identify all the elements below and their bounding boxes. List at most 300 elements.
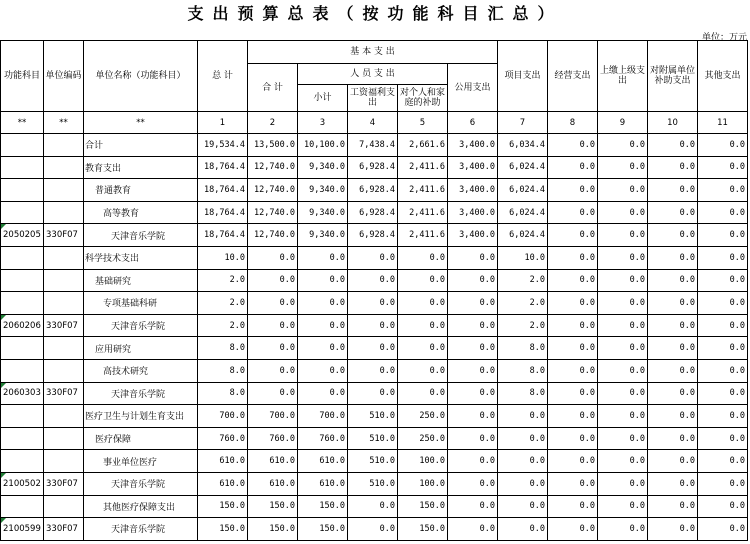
value-cell: 2,411.6: [398, 179, 448, 202]
marker-cell: 7: [498, 112, 548, 134]
value-cell: 0.0: [248, 292, 298, 315]
value-cell: 0.0: [648, 450, 698, 473]
func-code-cell: [1, 156, 44, 179]
value-cell: 610.0: [198, 450, 248, 473]
value-cell: 0.0: [248, 337, 298, 360]
unit-name-cell: 天津音乐学院: [84, 382, 198, 405]
value-cell: 6,928.4: [348, 179, 398, 202]
marker-cell: 8: [548, 112, 598, 134]
value-cell: 3,400.0: [448, 179, 498, 202]
value-cell: 0.0: [648, 179, 698, 202]
value-cell: 150.0: [398, 518, 448, 541]
value-cell: 0.0: [298, 314, 348, 337]
value-cell: 2,661.6: [398, 134, 448, 157]
value-cell: 0.0: [698, 314, 748, 337]
value-cell: 0.0: [298, 269, 348, 292]
value-cell: 250.0: [398, 405, 448, 428]
table-row: [1, 246, 748, 269]
value-cell: 10,100.0: [298, 134, 348, 157]
value-cell: 8.0: [498, 337, 548, 360]
table-row: [1, 382, 748, 405]
value-cell: 0.0: [448, 269, 498, 292]
table-row: [1, 427, 748, 450]
value-cell: 6,024.4: [498, 179, 548, 202]
table-row: [1, 495, 748, 518]
value-cell: 0.0: [348, 292, 398, 315]
unit-name-cell: 合计: [84, 134, 198, 157]
value-cell: 0.0: [548, 382, 598, 405]
value-cell: 0.0: [298, 359, 348, 382]
func-code-cell: [1, 292, 44, 315]
marker-cell: 10: [648, 112, 698, 134]
value-cell: 3,400.0: [448, 201, 498, 224]
value-cell: 7,438.4: [348, 134, 398, 157]
table-row: [1, 269, 748, 292]
budget-table: [0, 40, 748, 541]
func-code-cell: [1, 427, 44, 450]
func-code-cell: [1, 201, 44, 224]
value-cell: 0.0: [698, 201, 748, 224]
value-cell: 700.0: [248, 405, 298, 428]
value-cell: 0.0: [648, 156, 698, 179]
func-code-cell: 2060206: [1, 314, 44, 337]
unit-name-cell: 应用研究: [84, 337, 198, 360]
func-code-cell: 2100599: [1, 518, 44, 541]
value-cell: 19,534.4: [198, 134, 248, 157]
value-cell: 0.0: [448, 405, 498, 428]
marker-cell: 9: [598, 112, 648, 134]
value-cell: 0.0: [548, 224, 598, 247]
unit-code-cell: [44, 246, 84, 269]
unit-name-cell: 事业单位医疗: [84, 450, 198, 473]
header-unit-name: 单位名称（功能科目）: [84, 41, 198, 112]
value-cell: 2,411.6: [398, 201, 448, 224]
value-cell: 10.0: [198, 246, 248, 269]
marker-cell: **: [1, 112, 44, 134]
table-row: [1, 134, 748, 157]
value-cell: 6,024.4: [498, 156, 548, 179]
value-cell: 0.0: [698, 405, 748, 428]
value-cell: 2.0: [498, 269, 548, 292]
value-cell: 0.0: [398, 314, 448, 337]
value-cell: 0.0: [498, 472, 548, 495]
value-cell: 6,024.4: [498, 224, 548, 247]
value-cell: 0.0: [698, 337, 748, 360]
value-cell: 0.0: [598, 359, 648, 382]
value-cell: 150.0: [198, 495, 248, 518]
marker-cell: 3: [298, 112, 348, 134]
header-basic: 基 本 支 出: [248, 41, 498, 64]
value-cell: 0.0: [548, 156, 598, 179]
value-cell: 0.0: [648, 382, 698, 405]
marker-cell: 4: [348, 112, 398, 134]
table-row: [1, 472, 748, 495]
table-row: [1, 201, 748, 224]
value-cell: 12,740.0: [248, 179, 298, 202]
value-cell: 0.0: [598, 246, 648, 269]
func-code-cell: [1, 246, 44, 269]
value-cell: 610.0: [248, 450, 298, 473]
marker-cell: 2: [248, 112, 298, 134]
table-row: [1, 224, 748, 247]
value-cell: 18,764.4: [198, 201, 248, 224]
value-cell: 3,400.0: [448, 224, 498, 247]
value-cell: 0.0: [648, 292, 698, 315]
header-subsidiary: 对附属单位补助支出: [648, 41, 698, 112]
value-cell: 0.0: [548, 405, 598, 428]
value-cell: 0.0: [548, 269, 598, 292]
value-cell: 6,024.4: [498, 201, 548, 224]
value-cell: 0.0: [448, 450, 498, 473]
header-individual: 对个人和家庭的补助: [398, 85, 448, 112]
value-cell: 0.0: [648, 337, 698, 360]
header-basic-sum: 合 计: [248, 64, 298, 112]
header-upper: 上缴上级支出: [598, 41, 648, 112]
header-total: 总 计: [198, 41, 248, 112]
header-personnel: 人 员 支 出: [298, 64, 448, 85]
value-cell: 0.0: [348, 518, 398, 541]
value-cell: 0.0: [648, 224, 698, 247]
value-cell: 0.0: [448, 518, 498, 541]
value-cell: 8.0: [498, 382, 548, 405]
value-cell: 0.0: [698, 179, 748, 202]
column-marker-row: [1, 112, 748, 134]
value-cell: 0.0: [398, 292, 448, 315]
value-cell: 0.0: [448, 337, 498, 360]
value-cell: 2.0: [198, 314, 248, 337]
unit-name-cell: 天津音乐学院: [84, 224, 198, 247]
unit-code-cell: [44, 201, 84, 224]
value-cell: 0.0: [548, 292, 598, 315]
value-cell: 0.0: [598, 405, 648, 428]
value-cell: 0.0: [698, 472, 748, 495]
value-cell: 510.0: [348, 450, 398, 473]
unit-code-cell: [44, 405, 84, 428]
value-cell: 0.0: [248, 314, 298, 337]
func-code-cell: 2100502: [1, 472, 44, 495]
value-cell: 610.0: [248, 472, 298, 495]
value-cell: 18,764.4: [198, 224, 248, 247]
header-wages: 工资福利支出: [348, 85, 398, 112]
unit-name-cell: 科学技术支出: [84, 246, 198, 269]
func-code-cell: 2060303: [1, 382, 44, 405]
value-cell: 0.0: [598, 337, 648, 360]
table-row: [1, 156, 748, 179]
unit-name-cell: 医疗保障: [84, 427, 198, 450]
value-cell: 0.0: [348, 314, 398, 337]
value-cell: 2,411.6: [398, 224, 448, 247]
value-cell: 0.0: [648, 269, 698, 292]
value-cell: 8.0: [498, 359, 548, 382]
value-cell: 0.0: [598, 472, 648, 495]
value-cell: 0.0: [248, 246, 298, 269]
unit-code-cell: 330F07: [44, 472, 84, 495]
func-code-cell: [1, 179, 44, 202]
value-cell: 0.0: [698, 224, 748, 247]
func-code-cell: 2050205: [1, 224, 44, 247]
unit-code-cell: [44, 450, 84, 473]
unit-name-cell: 基础研究: [84, 269, 198, 292]
value-cell: 0.0: [698, 518, 748, 541]
value-cell: 0.0: [598, 427, 648, 450]
unit-name-cell: 天津音乐学院: [84, 472, 198, 495]
value-cell: 6,928.4: [348, 201, 398, 224]
value-cell: 0.0: [448, 246, 498, 269]
value-cell: 0.0: [398, 382, 448, 405]
value-cell: 0.0: [598, 495, 648, 518]
header-project: 项目支出: [498, 41, 548, 112]
value-cell: 0.0: [598, 382, 648, 405]
unit-code-cell: [44, 337, 84, 360]
value-cell: 0.0: [698, 246, 748, 269]
func-code-cell: [1, 450, 44, 473]
unit-name-cell: 其他医疗保障支出: [84, 495, 198, 518]
unit-code-cell: 330F07: [44, 518, 84, 541]
value-cell: 0.0: [598, 156, 648, 179]
table-row: [1, 314, 748, 337]
value-cell: 0.0: [248, 382, 298, 405]
value-cell: 610.0: [298, 472, 348, 495]
value-cell: 150.0: [398, 495, 448, 518]
value-cell: 13,500.0: [248, 134, 298, 157]
value-cell: 18,764.4: [198, 179, 248, 202]
unit-code-cell: [44, 495, 84, 518]
value-cell: 0.0: [398, 246, 448, 269]
unit-name-cell: 专项基础科研: [84, 292, 198, 315]
value-cell: 0.0: [698, 269, 748, 292]
value-cell: 0.0: [448, 292, 498, 315]
unit-code-cell: 330F07: [44, 382, 84, 405]
header-public: 公用支出: [448, 64, 498, 112]
value-cell: 0.0: [698, 495, 748, 518]
header-subtotal: 小计: [298, 85, 348, 112]
value-cell: 760.0: [198, 427, 248, 450]
value-cell: 6,928.4: [348, 156, 398, 179]
value-cell: 3,400.0: [448, 156, 498, 179]
value-cell: 0.0: [398, 359, 448, 382]
value-cell: 6,034.4: [498, 134, 548, 157]
unit-code-cell: 330F07: [44, 224, 84, 247]
value-cell: 0.0: [698, 134, 748, 157]
func-code-cell: [1, 134, 44, 157]
value-cell: 6,928.4: [348, 224, 398, 247]
value-cell: 2,411.6: [398, 156, 448, 179]
func-code-cell: [1, 495, 44, 518]
value-cell: 0.0: [648, 427, 698, 450]
value-cell: 510.0: [348, 427, 398, 450]
value-cell: 8.0: [198, 337, 248, 360]
value-cell: 0.0: [498, 450, 548, 473]
value-cell: 610.0: [198, 472, 248, 495]
value-cell: 250.0: [398, 427, 448, 450]
value-cell: 0.0: [498, 518, 548, 541]
value-cell: 0.0: [448, 359, 498, 382]
value-cell: 0.0: [648, 518, 698, 541]
value-cell: 0.0: [598, 224, 648, 247]
table-row: [1, 450, 748, 473]
value-cell: 100.0: [398, 472, 448, 495]
value-cell: 150.0: [248, 495, 298, 518]
unit-label: 单位：万元: [701, 33, 747, 43]
unit-name-cell: 高技术研究: [84, 359, 198, 382]
value-cell: 510.0: [348, 472, 398, 495]
value-cell: 0.0: [548, 337, 598, 360]
value-cell: 0.0: [598, 134, 648, 157]
value-cell: 100.0: [398, 450, 448, 473]
value-cell: 8.0: [198, 382, 248, 405]
value-cell: 0.0: [548, 450, 598, 473]
value-cell: 0.0: [648, 405, 698, 428]
unit-code-cell: 330F07: [44, 314, 84, 337]
value-cell: 0.0: [598, 314, 648, 337]
value-cell: 0.0: [698, 359, 748, 382]
value-cell: 0.0: [648, 134, 698, 157]
marker-cell: 1: [198, 112, 248, 134]
value-cell: 0.0: [448, 495, 498, 518]
value-cell: 9,340.0: [298, 224, 348, 247]
value-cell: 2.0: [498, 292, 548, 315]
value-cell: 0.0: [548, 359, 598, 382]
table-row: [1, 518, 748, 541]
value-cell: 0.0: [398, 337, 448, 360]
value-cell: 760.0: [248, 427, 298, 450]
value-cell: 0.0: [548, 518, 598, 541]
func-code-cell: [1, 269, 44, 292]
value-cell: 150.0: [248, 518, 298, 541]
value-cell: 0.0: [498, 427, 548, 450]
value-cell: 0.0: [698, 292, 748, 315]
value-cell: 0.0: [598, 518, 648, 541]
value-cell: 610.0: [298, 450, 348, 473]
value-cell: 0.0: [698, 427, 748, 450]
value-cell: 0.0: [548, 472, 598, 495]
unit-code-cell: [44, 359, 84, 382]
value-cell: 3,400.0: [448, 134, 498, 157]
value-cell: 0.0: [648, 246, 698, 269]
value-cell: 0.0: [298, 246, 348, 269]
unit-name-cell: 天津音乐学院: [84, 314, 198, 337]
unit-name-cell: 天津音乐学院: [84, 518, 198, 541]
func-code-cell: [1, 405, 44, 428]
value-cell: 0.0: [348, 337, 398, 360]
value-cell: 0.0: [598, 450, 648, 473]
value-cell: 150.0: [298, 495, 348, 518]
unit-code-cell: [44, 269, 84, 292]
value-cell: 0.0: [348, 495, 398, 518]
unit-code-cell: [44, 156, 84, 179]
value-cell: 0.0: [598, 201, 648, 224]
value-cell: 9,340.0: [298, 156, 348, 179]
value-cell: 0.0: [598, 179, 648, 202]
unit-name-cell: 高等教育: [84, 201, 198, 224]
page-title: 支出预算总表（按功能科目汇总）: [187, 4, 563, 23]
value-cell: 0.0: [248, 359, 298, 382]
unit-name-cell: 普通教育: [84, 179, 198, 202]
unit-name-cell: 教育支出: [84, 156, 198, 179]
value-cell: 0.0: [348, 269, 398, 292]
marker-cell: **: [44, 112, 84, 134]
value-cell: 0.0: [548, 314, 598, 337]
value-cell: 0.0: [648, 201, 698, 224]
value-cell: 0.0: [498, 405, 548, 428]
value-cell: 9,340.0: [298, 179, 348, 202]
value-cell: 0.0: [598, 292, 648, 315]
value-cell: 0.0: [298, 382, 348, 405]
value-cell: 0.0: [548, 427, 598, 450]
value-cell: 0.0: [498, 495, 548, 518]
unit-name-cell: 医疗卫生与计划生育支出: [84, 405, 198, 428]
func-code-cell: [1, 337, 44, 360]
unit-code-cell: [44, 179, 84, 202]
header-operating: 经营支出: [548, 41, 598, 112]
value-cell: 0.0: [348, 359, 398, 382]
value-cell: 0.0: [648, 472, 698, 495]
header-other: 其他支出: [698, 41, 748, 112]
marker-cell: 6: [448, 112, 498, 134]
value-cell: 0.0: [548, 179, 598, 202]
value-cell: 0.0: [548, 246, 598, 269]
table-row: [1, 292, 748, 315]
value-cell: 2.0: [498, 314, 548, 337]
value-cell: 0.0: [348, 382, 398, 405]
value-cell: 0.0: [648, 314, 698, 337]
value-cell: 700.0: [298, 405, 348, 428]
value-cell: 0.0: [548, 201, 598, 224]
value-cell: 0.0: [448, 382, 498, 405]
value-cell: 700.0: [198, 405, 248, 428]
unit-code-cell: [44, 292, 84, 315]
value-cell: 0.0: [648, 495, 698, 518]
value-cell: 0.0: [648, 359, 698, 382]
unit-code-cell: [44, 134, 84, 157]
value-cell: 0.0: [448, 314, 498, 337]
value-cell: 0.0: [698, 382, 748, 405]
value-cell: 0.0: [248, 269, 298, 292]
value-cell: 12,740.0: [248, 201, 298, 224]
table-row: [1, 179, 748, 202]
value-cell: 9,340.0: [298, 201, 348, 224]
value-cell: 8.0: [198, 359, 248, 382]
table-row: [1, 405, 748, 428]
value-cell: 2.0: [198, 292, 248, 315]
table-row: [1, 359, 748, 382]
value-cell: 10.0: [498, 246, 548, 269]
value-cell: 0.0: [398, 269, 448, 292]
value-cell: 150.0: [198, 518, 248, 541]
marker-cell: **: [84, 112, 198, 134]
value-cell: 0.0: [348, 246, 398, 269]
value-cell: 0.0: [698, 450, 748, 473]
value-cell: 0.0: [548, 495, 598, 518]
value-cell: 0.0: [598, 269, 648, 292]
value-cell: 510.0: [348, 405, 398, 428]
marker-cell: 5: [398, 112, 448, 134]
value-cell: 150.0: [298, 518, 348, 541]
value-cell: 12,740.0: [248, 224, 298, 247]
value-cell: 12,740.0: [248, 156, 298, 179]
value-cell: 0.0: [298, 292, 348, 315]
value-cell: 0.0: [698, 156, 748, 179]
value-cell: 0.0: [448, 472, 498, 495]
value-cell: 18,764.4: [198, 156, 248, 179]
unit-code-cell: [44, 427, 84, 450]
value-cell: 2.0: [198, 269, 248, 292]
value-cell: 760.0: [298, 427, 348, 450]
func-code-cell: [1, 359, 44, 382]
header-func-code: 功能科目: [1, 41, 44, 112]
header-unit-code: 单位编码: [44, 41, 84, 112]
value-cell: 0.0: [548, 134, 598, 157]
